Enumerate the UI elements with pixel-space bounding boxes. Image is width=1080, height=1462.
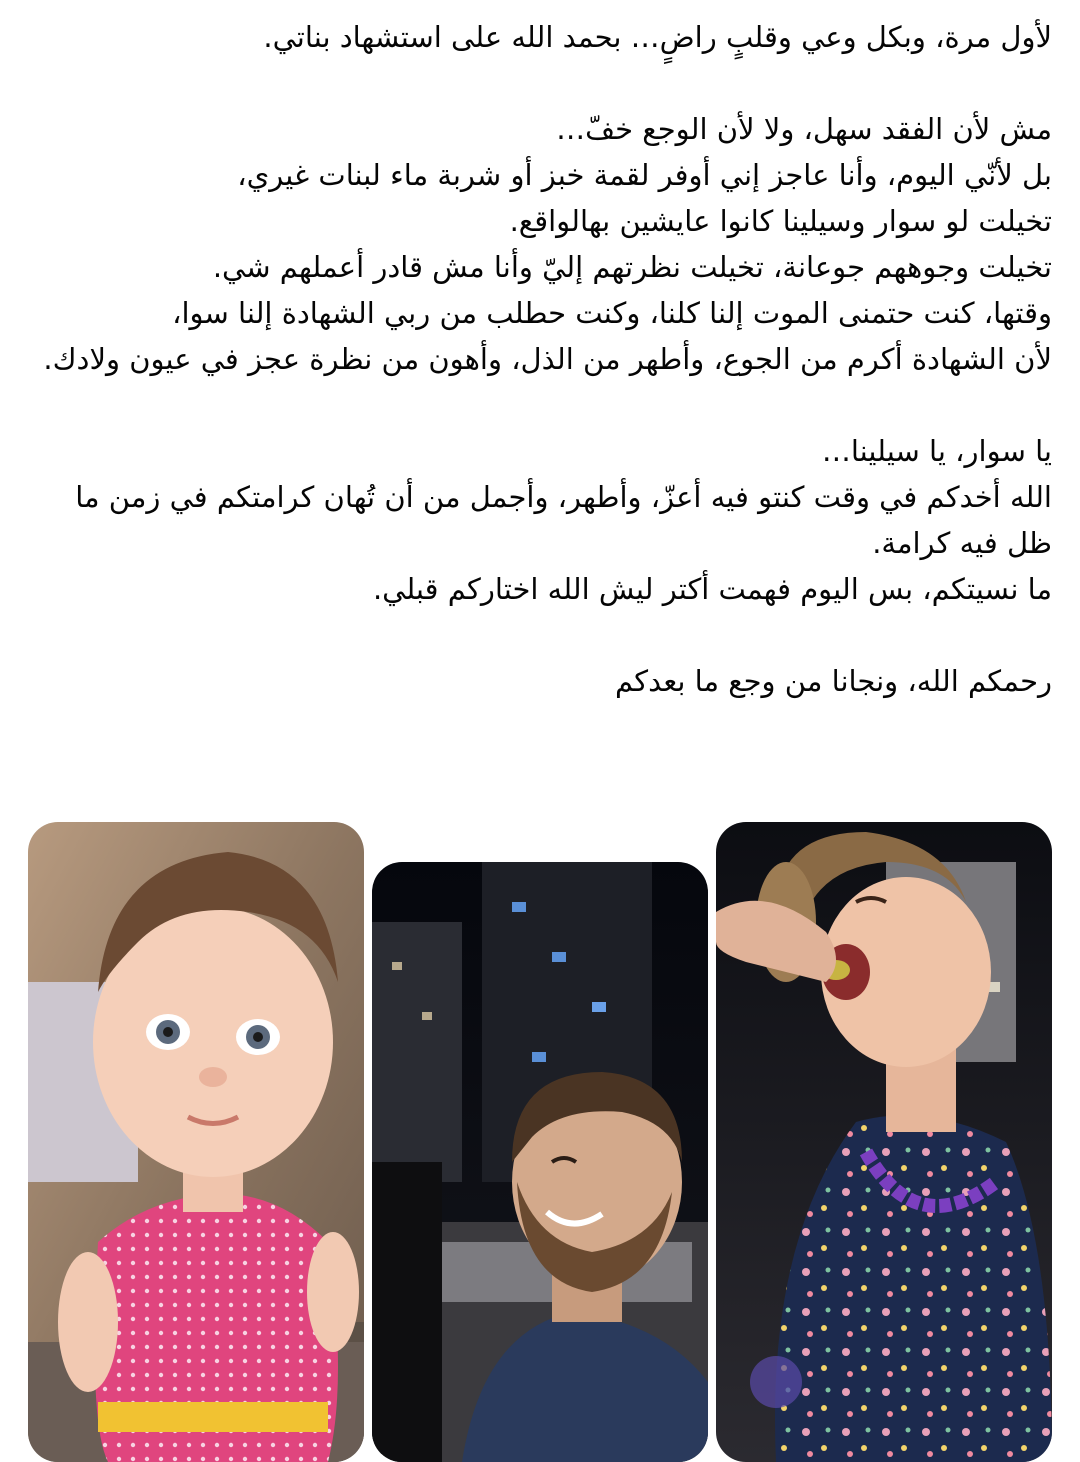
post-line: مش لأن الفقد سهل، ولا لأن الوجع خفّ…	[556, 112, 1052, 146]
post-line: الله أخدكم في وقت كنتو فيه أعزّ، وأطهر، وأجمل من أن تُهان كرامتكم في زمن ما ظل فيه كرامة.	[75, 480, 1052, 560]
post-line: لأول مرة، وبكل وعي وقلبٍ راضٍ… بحمد الله على استشهاد بناتي.	[263, 20, 1052, 54]
post-line: وقتها، كنت حتمنى الموت إلنا كلنا، وكنت حطلب من ربي الشهادة إلنا سوا،	[172, 296, 1052, 330]
post-line: بل لأنّي اليوم، وأنا عاجز إني أوفر لقمة خبز أو شربة ماء لبنات غيري،	[237, 158, 1052, 192]
photo-girl-eating[interactable]	[716, 822, 1052, 1462]
post-line: لأن الشهادة أكرم من الجوع، وأطهر من الذل، وأهون من نظرة عجز في عيون ولادك.	[43, 342, 1052, 376]
post-line: ما نسيتكم، بس اليوم فهمت أكتر ليش الله اختاركم قبلي.	[372, 572, 1052, 606]
girl-eating-image	[716, 822, 1052, 1462]
post-line: يا سوار، يا سيلينا…	[821, 434, 1052, 468]
post-line: تخيلت لو سوار وسيلينا كانوا عايشين بهالواقع.	[509, 204, 1052, 238]
man-night-image	[372, 862, 708, 1462]
photo-baby-girl[interactable]	[28, 822, 364, 1462]
post-line: رحمكم الله، ونجانا من وجع ما بعدكم	[615, 664, 1052, 698]
baby-girl-image	[28, 822, 364, 1462]
post-line: تخيلت وجوههم جوعانة، تخيلت نظرتهم إليّ وأنا مش قادر أعملهم شي.	[212, 250, 1052, 284]
photo-man-night[interactable]	[372, 862, 708, 1462]
